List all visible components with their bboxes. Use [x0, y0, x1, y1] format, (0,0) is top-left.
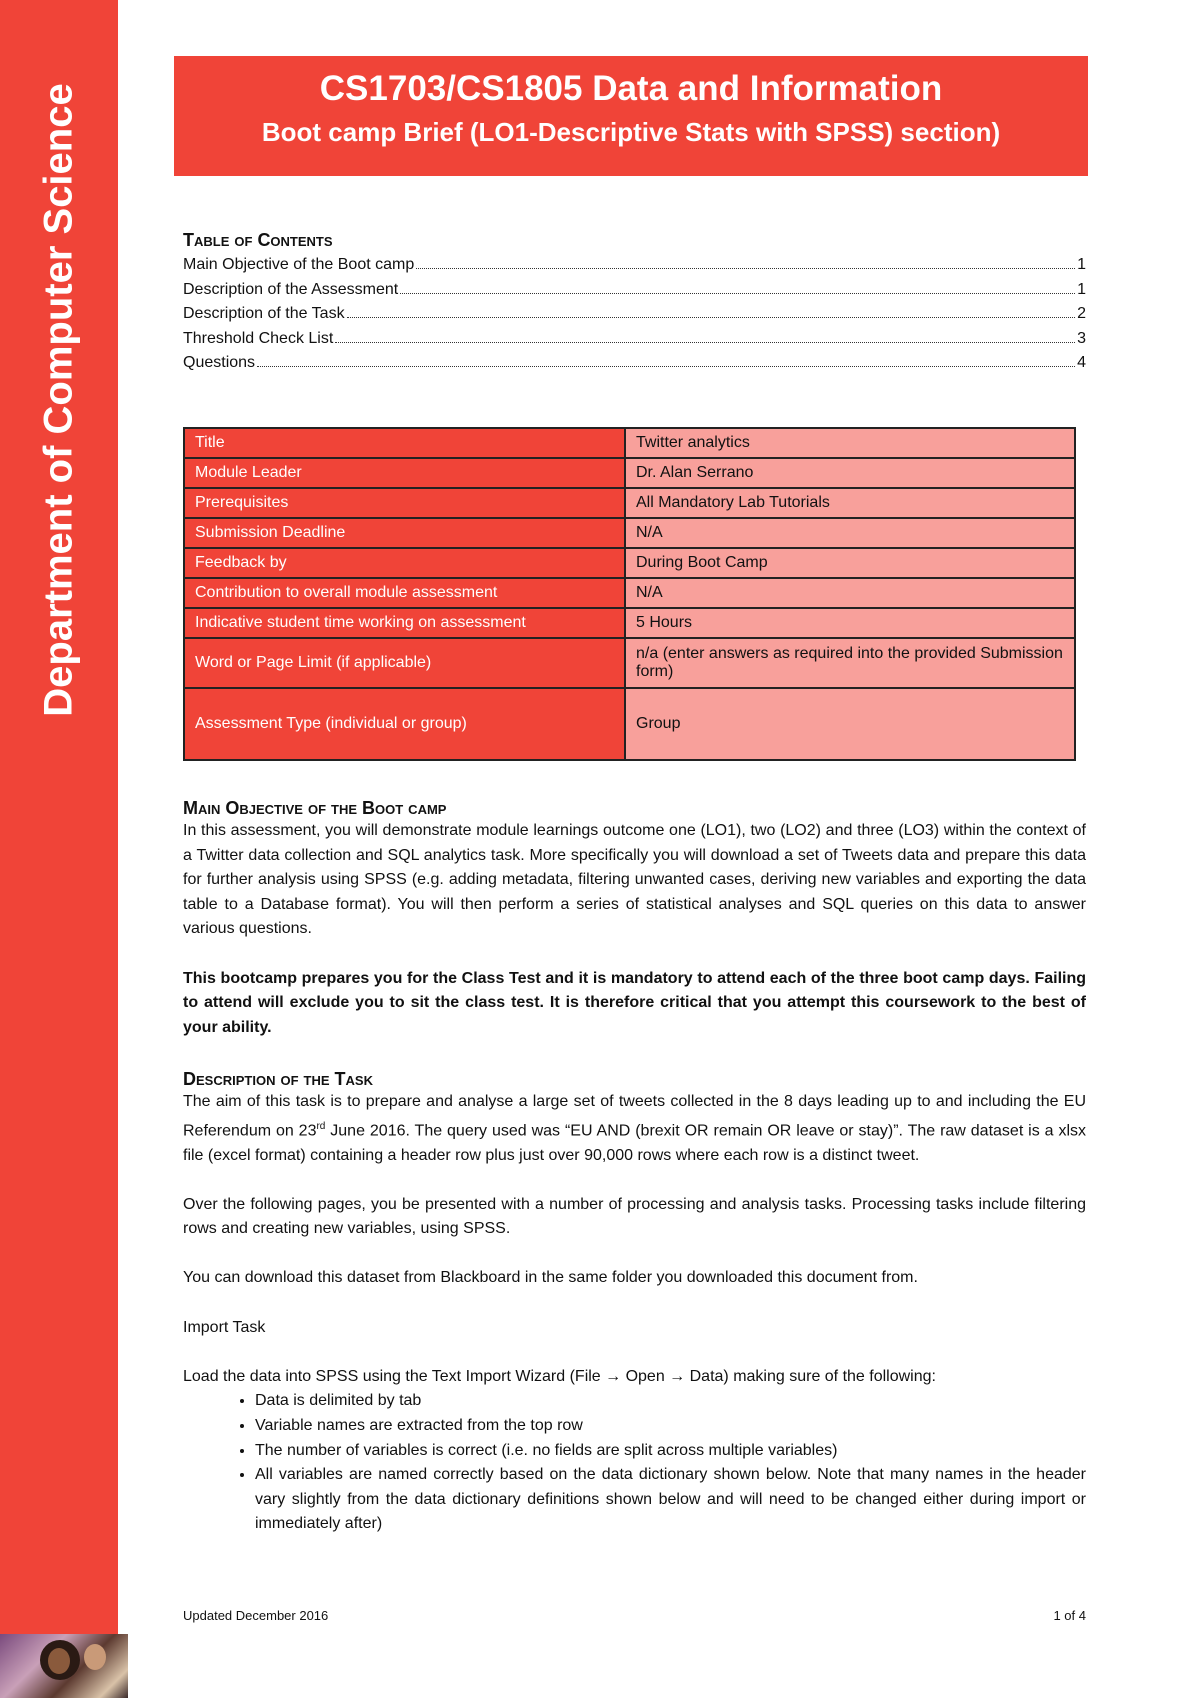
- header-banner: [174, 56, 1088, 176]
- table-row: [184, 638, 1075, 688]
- ordinal-suffix: rd: [316, 1120, 326, 1132]
- main-objective-paragraph: In this assessment, you will demonstrate module learnings outcome one (LO1), two (LO2) and three (LO3) within the context of a Twitter data collection and SQL analytics task. More specifically you will download a set of Tweets data and prepare this data for further analysis using SPSS (e.g. adding metadata, filtering unwanted cases, deriving new variables and exporting the data table to a Database format). You will then perform a series of statistical analyses and SQL queries on this data to answer various questions.: [183, 822, 1086, 938]
- task-aim-text-b: June 2016. The query used was “EU AND (brexit OR remain OR leave or stay)”. The raw dataset is a xlsx file (excel format) containing a header row plus just over 90,000 rows where each row is a distinct tweet.: [183, 1121, 1087, 1164]
- info-key: Prerequisites: [184, 488, 625, 518]
- import-task-heading: Import Task: [183, 1318, 266, 1336]
- info-key: Submission Deadline: [184, 518, 625, 548]
- table-row: [184, 428, 1075, 458]
- info-key: Contribution to overall module assessment: [184, 578, 625, 608]
- toc-entry[interactable]: [183, 354, 1086, 379]
- import-task-list: [183, 1389, 1086, 1537]
- table-of-contents: [183, 256, 1086, 379]
- list-item: • All variables are named correctly based on the data dictionary shown below. Note that many names in the header vary slightly from the data dictionary definitions shown below and will need to be changed either during import or immediately after): [255, 1463, 1086, 1537]
- toc-entry[interactable]: [183, 305, 1086, 330]
- toc-entry-page: 1: [1077, 280, 1086, 298]
- assessment-info-table: [183, 427, 1076, 761]
- toc-entry-page: 1: [1077, 256, 1086, 273]
- toc-entry[interactable]: [183, 281, 1086, 306]
- sidebar: [0, 0, 118, 1698]
- info-key: Indicative student time working on assessment: [184, 608, 625, 638]
- toc-entry-label: Description of the Assessment: [183, 280, 399, 298]
- bootcamp-notice-paragraph: This bootcamp prepares you for the Class Test and it is mandatory to attend each of the three boot camp days. Failing to attend will exclude you to sit the class test. It is therefore critical that you attempt this coursework to the best of your ability.: [183, 969, 1086, 1036]
- table-row: [184, 488, 1075, 518]
- page-title: CS1703/CS1805 Data and Information: [319, 69, 943, 108]
- toc-entry-label: Threshold Check List: [183, 329, 334, 347]
- info-value: Twitter analytics: [625, 428, 1075, 458]
- table-row: [184, 608, 1075, 638]
- info-value: Group: [625, 688, 1075, 760]
- info-value: N/A: [625, 578, 1075, 608]
- task-section: [183, 1069, 1086, 1537]
- info-value: During Boot Camp: [625, 548, 1075, 578]
- table-row: [184, 688, 1075, 760]
- section-title: Description of the Task: [183, 1069, 373, 1089]
- main-objective-section: [183, 798, 1086, 1040]
- import-task-intro: Load the data into SPSS using the Text Import Wizard (File → Open → Data) making sure of the following:: [183, 1367, 936, 1385]
- info-key: Assessment Type (individual or group): [184, 688, 625, 760]
- info-value: n/a (enter answers as required into the provided Submission form): [625, 638, 1075, 688]
- toc-entry-page: 4: [1077, 354, 1086, 372]
- footer-updated: Updated December 2016: [183, 1608, 329, 1623]
- table-row: [184, 458, 1075, 488]
- task-aim-text-a: The aim of this task is to prepare and analyse a large set of tweets collected in the 8 days leading up to and including the EU Referendum on 23: [183, 1093, 1086, 1139]
- toc-entry[interactable]: [183, 330, 1086, 355]
- footer-page-number: 1 of 4: [1053, 1608, 1086, 1623]
- toc-entry[interactable]: [183, 256, 1086, 281]
- page-subtitle: Boot camp Brief (LO1-Descriptive Stats with SPSS) section): [261, 117, 1001, 147]
- toc-entry-page: 2: [1077, 305, 1086, 323]
- info-key: Feedback by: [184, 548, 625, 578]
- department-label: Department of Computer Science: [36, 83, 81, 717]
- task-download-paragraph: You can download this dataset from Blackboard in the same folder you downloaded this document from.: [183, 1269, 918, 1287]
- table-row: [184, 578, 1075, 608]
- info-key: Module Leader: [184, 458, 625, 488]
- students-photo: [0, 1634, 128, 1698]
- list-item: • The number of variables is correct (i.e. no fields are split across multiple variables): [255, 1439, 1086, 1464]
- table-row: [184, 548, 1075, 578]
- info-value: N/A: [625, 518, 1075, 548]
- list-item: • Data is delimited by tab: [255, 1389, 1086, 1414]
- list-item: • Variable names are extracted from the top row: [255, 1414, 1086, 1439]
- info-key: Word or Page Limit (if applicable): [184, 638, 625, 688]
- toc-entry-page: 3: [1077, 329, 1086, 347]
- section-title: Main Objective of the Boot camp: [183, 798, 447, 818]
- toc-entry-label: Questions: [183, 354, 256, 372]
- toc-entry-label: Main Objective of the Boot camp: [183, 256, 415, 273]
- task-aim-paragraph: [183, 1090, 1086, 1168]
- task-processing-paragraph: Over the following pages, you be presented with a number of processing and analysis tasks. Processing tasks include filtering rows and creating new variables, using SPSS.: [183, 1195, 1086, 1238]
- toc-entry-label: Description of the Task: [183, 305, 345, 323]
- toc-title: Table of Contents: [183, 230, 333, 250]
- info-key: Title: [184, 428, 625, 458]
- info-value: Dr. Alan Serrano: [625, 458, 1075, 488]
- info-value: 5 Hours: [625, 608, 1075, 638]
- table-row: [184, 518, 1075, 548]
- info-value: All Mandatory Lab Tutorials: [625, 488, 1075, 518]
